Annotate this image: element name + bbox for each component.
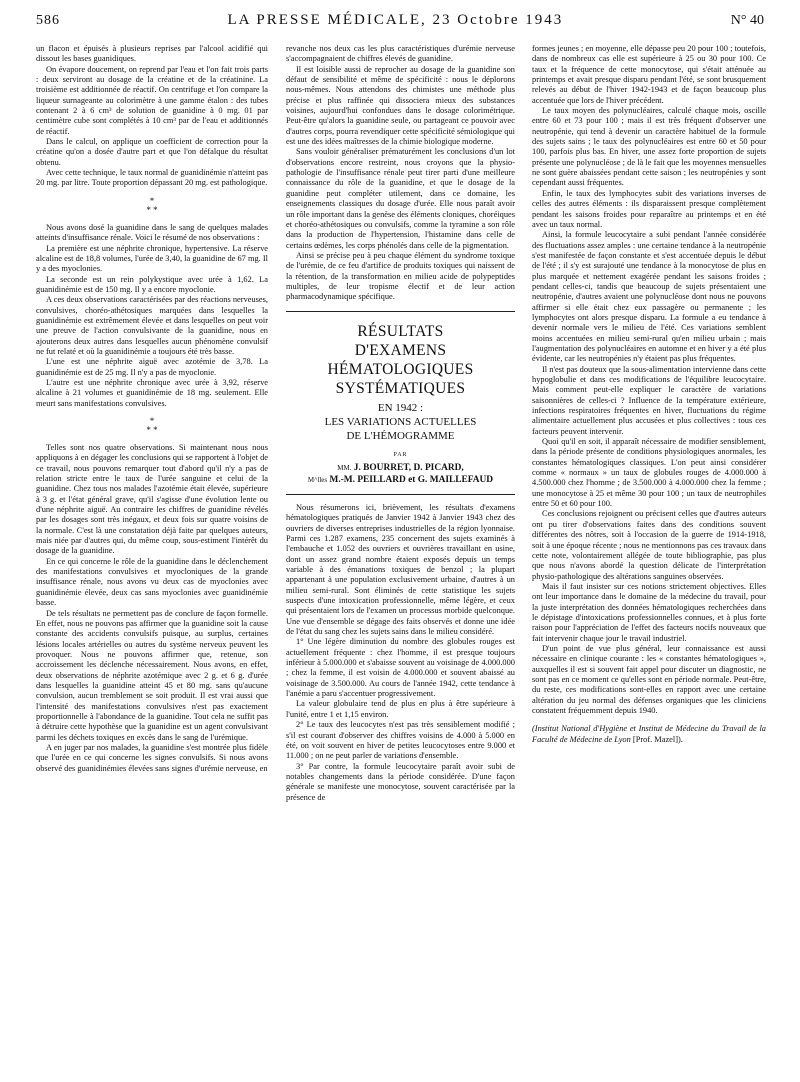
paragraph: Ainsi se précise peu à peu chaque élément du syndrome toxique de l'urémie, de ce feu d'artifice de produits toxiques qui naissent de la rétention, de la transformation en milieu acide de polypeptides multiples, de leur tropisme électif et de leur action pharmacodynamique spécifique. xyxy=(286,250,515,302)
byline-par: PAR xyxy=(393,451,408,458)
paragraph: Mais il faut insister sur ces notions strictement objectives. Elles ont leur importance dans le domaine de la médecine du travail, pour la juste interprétation des données hématologiques recherchées dans le dépistage d'intoxications professionnelles connues, et à plus forte raison pour l'appréciation de l'effet des facteurs nocifs nouveaux que fait intervenir chaque jour le travail industriel. xyxy=(532,581,766,643)
paragraph: Nous résumerons ici, brièvement, les résultats d'examens hématologiques pratiqués de Janvier 1942 à Janvier 1943 chez des ouvriers de diverses entreprises industrielles de la région lyonnaise. Parmi ces 1.287 examens, 235 concernent des sujets examinés à l'embauche et 1.052 des ouvriers et ouvrières travaillant en usine, dont un assez grand nombre étaient exposés depuis un temps variable à des émanations toxiques de benzol ; la plupart appartenant à une population exclusivement urbaine, d'autres à un milieu semi-rural. Sont éliminés de cette statistique les sujets suspects d'une intoxication professionnelle, même légère, et ceux qui présentaient lors de l'examen un processus morbide quelconque. Une vue d'ensemble se dégage des faits observés et donne une idée de l'état du sang chez les sujets sains dans le milieu considéré. xyxy=(286,502,515,637)
paragraph: A en juger par nos malades, la guanidine s'est montrée plus fidèle que l'urée en ce qui concerne les signes convulsifs. Si nous avons observé des guanidinémies élevées sans signes d'urémie nerveuse, en xyxy=(36,742,268,773)
page-header xyxy=(36,12,764,34)
paragraph: Telles sont nos quatre observations. Si maintenant nous nous appliquons à en dégager les conclusions qui se rapportent à l'objet de ce travail, nous pouvons remarquer tout d'abord qu'il n'y a pas de relation stricte entre le taux de l'urée sanguine et celui de la guanidine. Chez tous nos malades l'azotémie était élevée, supérieure à 3 g. et l'état général grave, qu'il s'agisse d'une évolution lente ou d'une néphrite aiguë. Au contraire les chiffres de guanidine révélés par les dosages sont très inégaux, et deux fois sur quatre voisins de la normale. C'est là une constatation déjà faite par quelques auteurs, mais niée par d'autres qui, du même coup, sous-estiment l'intérêt du dosage de la guanidine. xyxy=(36,443,268,556)
paragraph: De tels résultats ne permettent pas de conclure de façon formelle. En effet, nous ne pouvons pas affirmer que la guanidine soit la cause constante des accidents convulsifs puisque, au surplus, certaines lésions locales artérielles ou autres du système nerveux peuvent les provoquer. Nous ne pouvons affirmer que, retenue, son accroissement les déclenche nécessairement. Nous avons, en effet, deux observations de néphrite azotémique avec 2 g. et 6 g. d'urée dans lesquelles la guanidine atteint 45 et 80 mg. sans qu'aucune convulsion, aucun tremblement se soit produit. Il est vrai aussi que l'intensité des manifestations convulsives n'est pas exactement proportionnelle à l'abondance de la guanidine. Tout cela ne suffit pas à détruire cette hypothèse que la guanidine est un agent convulsivant parmi les déchets toxiques en excès dans le sang de l'urémique. xyxy=(36,608,268,742)
heading-divider xyxy=(286,494,515,495)
paragraph: On évapore doucement, on reprend par l'eau et l'on fait trois parts : deux serviront au dosage de la créatine et de la créatinine. La troisième est additionnée de réactif. On centrifuge et l'on compare la liqueur surnageante au colorimètre à une gamme étalon : des tubes contenant 2 à 6 cm³ de solution de guanidine à 0 mg. 01 par centimètre cube sont complétés à 10 cm³ par de l'eau et additionnés de réactif. xyxy=(36,64,268,136)
article-subtitle: EN 1942 : LES VARIATIONS ACTUELLES DE L'HÉMOGRAMME xyxy=(324,401,477,442)
paragraph: un flacon et épuisés à plusieurs reprises par l'alcool acidifié qui dissout les bases guanidiques. xyxy=(36,44,268,64)
paragraph: Il est loisible aussi de reprocher au dosage de la guanidine son défaut de sensibilité et même de spécificité : nous le déplorons nous-mêmes. Nous attendons des chimistes une méthode plus précise et plus raffinée qui dissociera mieux des substances voisines, aujourd'hui confondues dans le dosage colorimétrique. Peut-être qu'alors la guanidine seule, ou partageant ce pouvoir avec d'autres corps, pourra revendiquer cette spécificité sémiologique qui est une des idées maîtresses de la chimie biologique moderne. xyxy=(286,64,515,147)
paragraph: L'une est une néphrite aiguë avec azotémie de 3,78. La guanidinémie est de 25 mg. Il n'y a pas de myoclonie. xyxy=(36,357,268,377)
paragraph: A ces deux observations caractérisées par des réactions nerveuses, convulsives, choréo-athétosiques marquées dans lesquelles la guanidinémie est extrêmement élevée et dans lesquelles on peut voir une preuve de l'action convulsivante de la guanidine, nous en ajouterons deux autres dans lesquelles aucun phénomène convulsif ne fut relaté et où la guanidinémie a toujours été très basse. xyxy=(36,295,268,356)
paragraph: Quoi qu'il en soit, il apparaît nécessaire de modifier sensiblement, dans la période présente de conditions physiologiques anormales, les constantes hématologiques classiques. L'on peut ainsi considérer comme « normaux » un taux de globules rouges de 4.000.000 à 4.500.000 chez l'homme ; de 3.500.000 à 4.000.000 chez la femme ; une monocytose à 25 et même 30 pour 100 ; un taux de neutrophiles entre 50 et 60 pour 100. xyxy=(532,437,766,509)
article-title: RÉSULTATS D'EXAMENS HÉMATOLOGIQUES SYSTÉMATIQUES xyxy=(327,322,474,397)
article-heading xyxy=(286,322,515,486)
publication-title: LA PRESSE MÉDICALE, 23 Octobre 1943 xyxy=(227,12,564,28)
article-divider xyxy=(286,311,515,312)
page-number: 586 xyxy=(36,13,60,28)
paragraph: Avec cette technique, le taux normal de guanidinémie n'atteint pas 20 mg. par litre. Toute proportion dépassant 20 mg. est pathologique. xyxy=(36,168,268,188)
column-2 xyxy=(286,44,515,803)
paragraph: Le taux moyen des polynucléaires, calculé chaque mois, oscille entre 60 et 73 pour 100 ; mais il est très fréquent d'observer une neutropénie, qui tend à devenir un caractère habituel de la formule des sujets sains ; le taux des polynucléaires est entre 60 et 50 pour 100, parfois plus bas. En hiver, une assez forte proportion de sujets présente une polynucléose ; de là le fait que les moyennes mensuelles ne sont guère abaissées pendant cette saison ; les neutropénies y sont cependant aussi fréquentes. xyxy=(532,106,766,188)
column-3 xyxy=(532,44,766,745)
paragraph: Dans le calcul, on applique un coefficient de correction pour la créatine qu'on a dosée d'autre part et que l'on défalque du résultat obtenu. xyxy=(36,137,268,167)
paragraph: Enfin, le taux des lymphocytes subit des variations inverses de celles des autres éléments : ils disparaissent presque complètement pendant les saisons froides pour reparaître au printemps et en été avec un taux normal. xyxy=(532,188,766,229)
institution-footnote: (Institut National d'Hygiène et Institut de Médecine du Travail de la Faculté de Médecine de Lyon [Prof. Mazel]). xyxy=(532,724,766,744)
paragraph: La première est une néphrite chronique, hypertensive. La réserve alcaline est de 18,8 volumes, l'urée de 3,40, la guanidine de 67 mg. Il y a des myoclonies. xyxy=(36,243,268,274)
paragraph: Ainsi, la formule leucocytaire a subi pendant l'année considérée des fluctuations assez amples : une certaine tendance à la neutropénie s'est manifestée de façon constante et s'est accentuée depuis le début de l'été ; il s'y est surajouté une tendance à la monocytose de plus en plus marquée et nettement exagérée pendant les saisons froides ; pendant celles-ci, tandis que beaucoup de sujets présentaient une neutropénie, d'autres avaient une polynucléose dont nous ne pouvons affirmer si elle était chez eux passagère ou permanente ; les lymphocytes ont alors presque disparu. La formule a eu tendance à devenir normale vers le milieu de l'été. Ces variations semblent moins accentuées en milieu semi-rural qu'en milieu urbain ; mais l'augmentation des polynucléaires en automne et en hiver y a été plus évidente, car les neutropénies n'y étaient pas plus fréquentes. xyxy=(532,230,766,364)
article-authors: MM. J. BOURRET, D. PICARD, M^lles M.-M. PEILLARD et G. MAILLEFAUD xyxy=(307,462,494,485)
paragraph: La seconde est un rein polykystique avec urée à 1,62. La guanidinémie est de 150 mg. Il y a encore myoclonie. xyxy=(36,274,268,294)
paragraph: revanche nos deux cas les plus caractéristiques d'urémie nerveuse s'accompagnaient de chiffres élevés de guanidine. xyxy=(286,44,515,64)
paragraph: Nous avons dosé la guanidine dans le sang de quelques malades atteints d'insuffisance rénale. Voici le résumé de nos observations : xyxy=(36,222,268,243)
issue-date: 23 Octobre 1943 xyxy=(432,12,564,28)
paragraph: formes jeunes ; en moyenne, elle dépasse peu 20 pour 100 ; toutefois, dans de nombreux cas elle est supérieure à 25 ou 30 pour 100. Ce taux et la fréquence de cette monocytose, qui s'était atténuée au printemps et avait presque disparu pendant l'été, se sont brusquement relevés au début de l'hiver 1942-1943 et de façon beaucoup plus accentuée que lors de l'hiver précédent. xyxy=(532,44,766,105)
section-separator: * * * xyxy=(146,195,158,215)
paragraph: L'autre est une néphrite chronique avec urée à 3,92, réserve alcaline à 21 volumes et guanidinémie de 18 mg. seulement. Elle meurt sans manifestations convulsives. xyxy=(36,377,268,408)
section-separator: * * * xyxy=(146,416,158,435)
paragraph: 2° Le taux des leucocytes n'est pas très sensiblement modifié ; s'il est courant d'observer des chiffres voisins de 4.000 à 5.000 en été, on voit souvent en hiver de petites leucocytoses entre 9.000 et 11.000 ; on ne peut parler de variations d'ensemble. xyxy=(286,720,515,761)
issue-number: N° 40 xyxy=(730,13,764,28)
paragraph: D'un point de vue plus général, leur connaissance est aussi nécessaire en clinique courante : les « constantes hématologiques », auxquelles il est si souvent fait appel pour discuter un diagnostic, ne sont pas en ce moment ce qu'elles sont en période normale. Peut-être, du reste, ces modifications sont-elles en rapport avec une certaine altération du jeu normal des défenses organiques que les cliniciens constatent fréquemment depuis 1940. xyxy=(532,643,766,715)
professor-credit: [Prof. Mazel]). xyxy=(632,734,683,744)
paragraph: Sans vouloir généraliser prématurément les conclusions d'un lot d'observations encore restreint, nous croyons que la physio-pathologie de l'insuffisance rénale peut tirer parti d'une meilleure connaissance du rôle de la guanidine, et que le dosage de la guanidine peut compléter utilement, dans ce domaine, les enseignements classiques du dosage d'urée. Elle nous paraît avoir un rôle important dans la genèse des éléments cloniques, choréiques et choréo-athétosiques ou convulsifs, comme la tyramine a son rôle dans la production de l'hypertension, l'histamine dans celle de certains œdèmes, les corps phénolés dans celle de la pigmentation. xyxy=(286,147,515,250)
paragraph: Ces conclusions rejoignent ou précisent celles que d'autres auteurs ont pu tirer d'observations faites dans des conditions souvent différentes des nôtres, soit à l'occasion de la guerre de 1914-1918, soit à une époque récente ; nous ne mentionnons pas ces travaux dans cette note, volontairement allégée de toute bibliographie, pas plus que nous n'avons abordé la question délicate de l'interprétation physio-pathologique des altérations sanguines observées. xyxy=(532,509,766,581)
paragraph: Il n'est pas douteux que la sous-alimentation intervienne dans cette hypoglobulie et dans ces modifications de l'équilibre leucocytaire. Mais comment peut-elle expliquer le caractère de variations saisonnières de celles-ci ? Influence de la température extérieure, infections respiratoires fréquentes en hiver, fluctuations du régime alimentaire actuellement plus accusées et plus collectives : tous ces facteurs peuvent intervenir. xyxy=(532,364,766,436)
paragraph: 3° Par contre, la formule leucocytaire paraît avoir subi de notables changements dans la période considérée. D'une façon générale se manifeste une monocytose, souvent caractérisée par la présence de xyxy=(286,761,515,802)
paragraph: 1° Une légère diminution du nombre des globules rouges est actuellement fréquente : chez l'homme, il est presque toujours inférieur à 5.000.000 et s'abaisse souvent au voisinage de 4.000.000 ; chez la femme, il est voisin de 4.000.000 et souvent abaissé au voisinage de 3.500.000. Au cours de l'année 1942, cette tendance à l'anémie a paru s'accentuer progressivement. xyxy=(286,637,515,699)
paragraph: En ce qui concerne le rôle de la guanidine dans le déclenchement des manifestations convulsives et myocloniques de la grande insuffisance rénale, nous avons vu deux cas de myoclonies avec guanidinémie élevée, deux cas sans myoclonies avec guanidinémie basse. xyxy=(36,556,268,608)
paragraph: La valeur globulaire tend de plus en plus à être supérieure à l'unité, entre 1 et 1,15 environ. xyxy=(286,699,515,719)
column-1 xyxy=(36,44,268,774)
